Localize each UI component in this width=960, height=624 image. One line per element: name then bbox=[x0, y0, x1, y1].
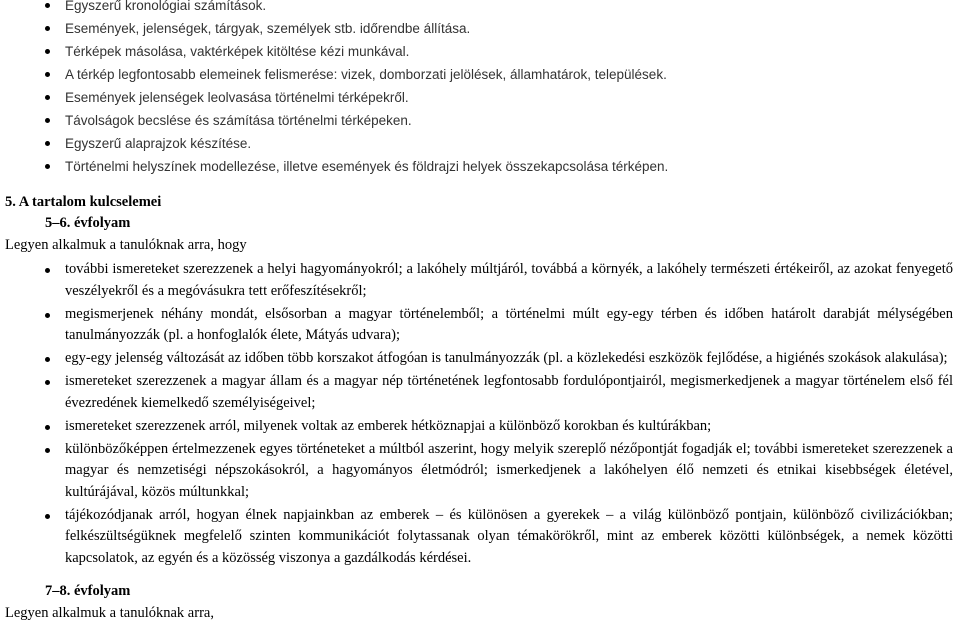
grade-heading-7-8: 7–8. évfolyam bbox=[45, 582, 131, 599]
list-item: Távolságok becslése és számítása történelmi térképeken. bbox=[0, 109, 960, 132]
list-item: Egyszerű alaprajzok készítése. bbox=[0, 132, 960, 155]
list-item: Események, jelenségek, tárgyak, személyek stb. időrendbe állítása. bbox=[0, 17, 960, 40]
intro-text-2: Legyen alkalmuk a tanulóknak arra, bbox=[5, 604, 214, 621]
list-item: tájékozódjanak arról, hogyan élnek napjainkban az emberek – és különösen a gyerekek – a világ különböző pontjain, különböző civilizációkban; felkészültségüknek megfelelő szinten kommunikációt folytassanak olyan témakörökről, mint az emberek közötti különbségek, a nemek közötti kapcsolatok, az egyén és a közösség viszonya a gazdálkodás kérdései. bbox=[0, 505, 960, 570]
list-item: Események jelenségek leolvasása történelmi térképekről. bbox=[0, 86, 960, 109]
grade-heading-5-6: 5–6. évfolyam bbox=[45, 215, 131, 231]
list-item: ismereteket szerezzenek arról, milyenek voltak az emberek hétköznapjai a különböző korokban és kultúrákban; bbox=[0, 416, 960, 438]
skills-list bbox=[0, 0, 960, 178]
section-heading: 5. A tartalom kulcselemei bbox=[5, 194, 162, 210]
list-item: Történelmi helyszínek modellezése, illetve események és földrajzi helyek összekapcsolása térképen. bbox=[0, 155, 960, 178]
intro-text: Legyen alkalmuk a tanulóknak arra, hogy bbox=[5, 237, 247, 253]
list-item: különbözőképpen értelmezzenek egyes történeteket a múltból aszerint, hogy melyik szereplő nézőpontját fogadják el; további ismereteket szerezzenek a magyar és nemzetiségi népszokásokról, a hagyományos életmódról; ismerkedjenek a lakóhelyen élő nemzeti és etnikai kisebbségek életével, kultúrájával, közös múltunkkal; bbox=[0, 439, 960, 504]
list-item: további ismereteket szerezzenek a helyi hagyományokról; a lakóhely múltjáról, továbbá a környék, a lakóhely természeti értékeiről, az azokat fenyegető veszélyekről és a megóvásukra tett erőfeszítésekről; bbox=[0, 259, 960, 302]
list-item: Térképek másolása, vaktérképek kitöltése kézi munkával. bbox=[0, 40, 960, 63]
list-item: ismereteket szerezzenek a magyar állam és a magyar nép történetének legfontosabb fordulópontjairól, megismerkedjenek a magyar történelem első fél évezredének kiemelkedő személyiségeivel; bbox=[0, 371, 960, 414]
list-item: A térkép legfontosabb elemeinek felismerése: vizek, domborzati jelölések, államhatárok, települések. bbox=[0, 63, 960, 86]
list-item: egy-egy jelenség változását az időben több korszakot átfogóan is tanulmányozzák (pl. a közlekedési eszközök fejlődése, a higiénés szokások alakulása); bbox=[0, 348, 960, 370]
list-item: Egyszerű kronológiai számítások. bbox=[0, 0, 960, 17]
key-elements-list bbox=[0, 259, 960, 569]
list-item: megismerjenek néhány mondát, elsősorban a magyar történelemből; a történelmi múlt egy-egy térben és időben határolt darabját mélységében tanulmányozzák (pl. a honfoglalók élete, Mátyás udvara); bbox=[0, 304, 960, 347]
